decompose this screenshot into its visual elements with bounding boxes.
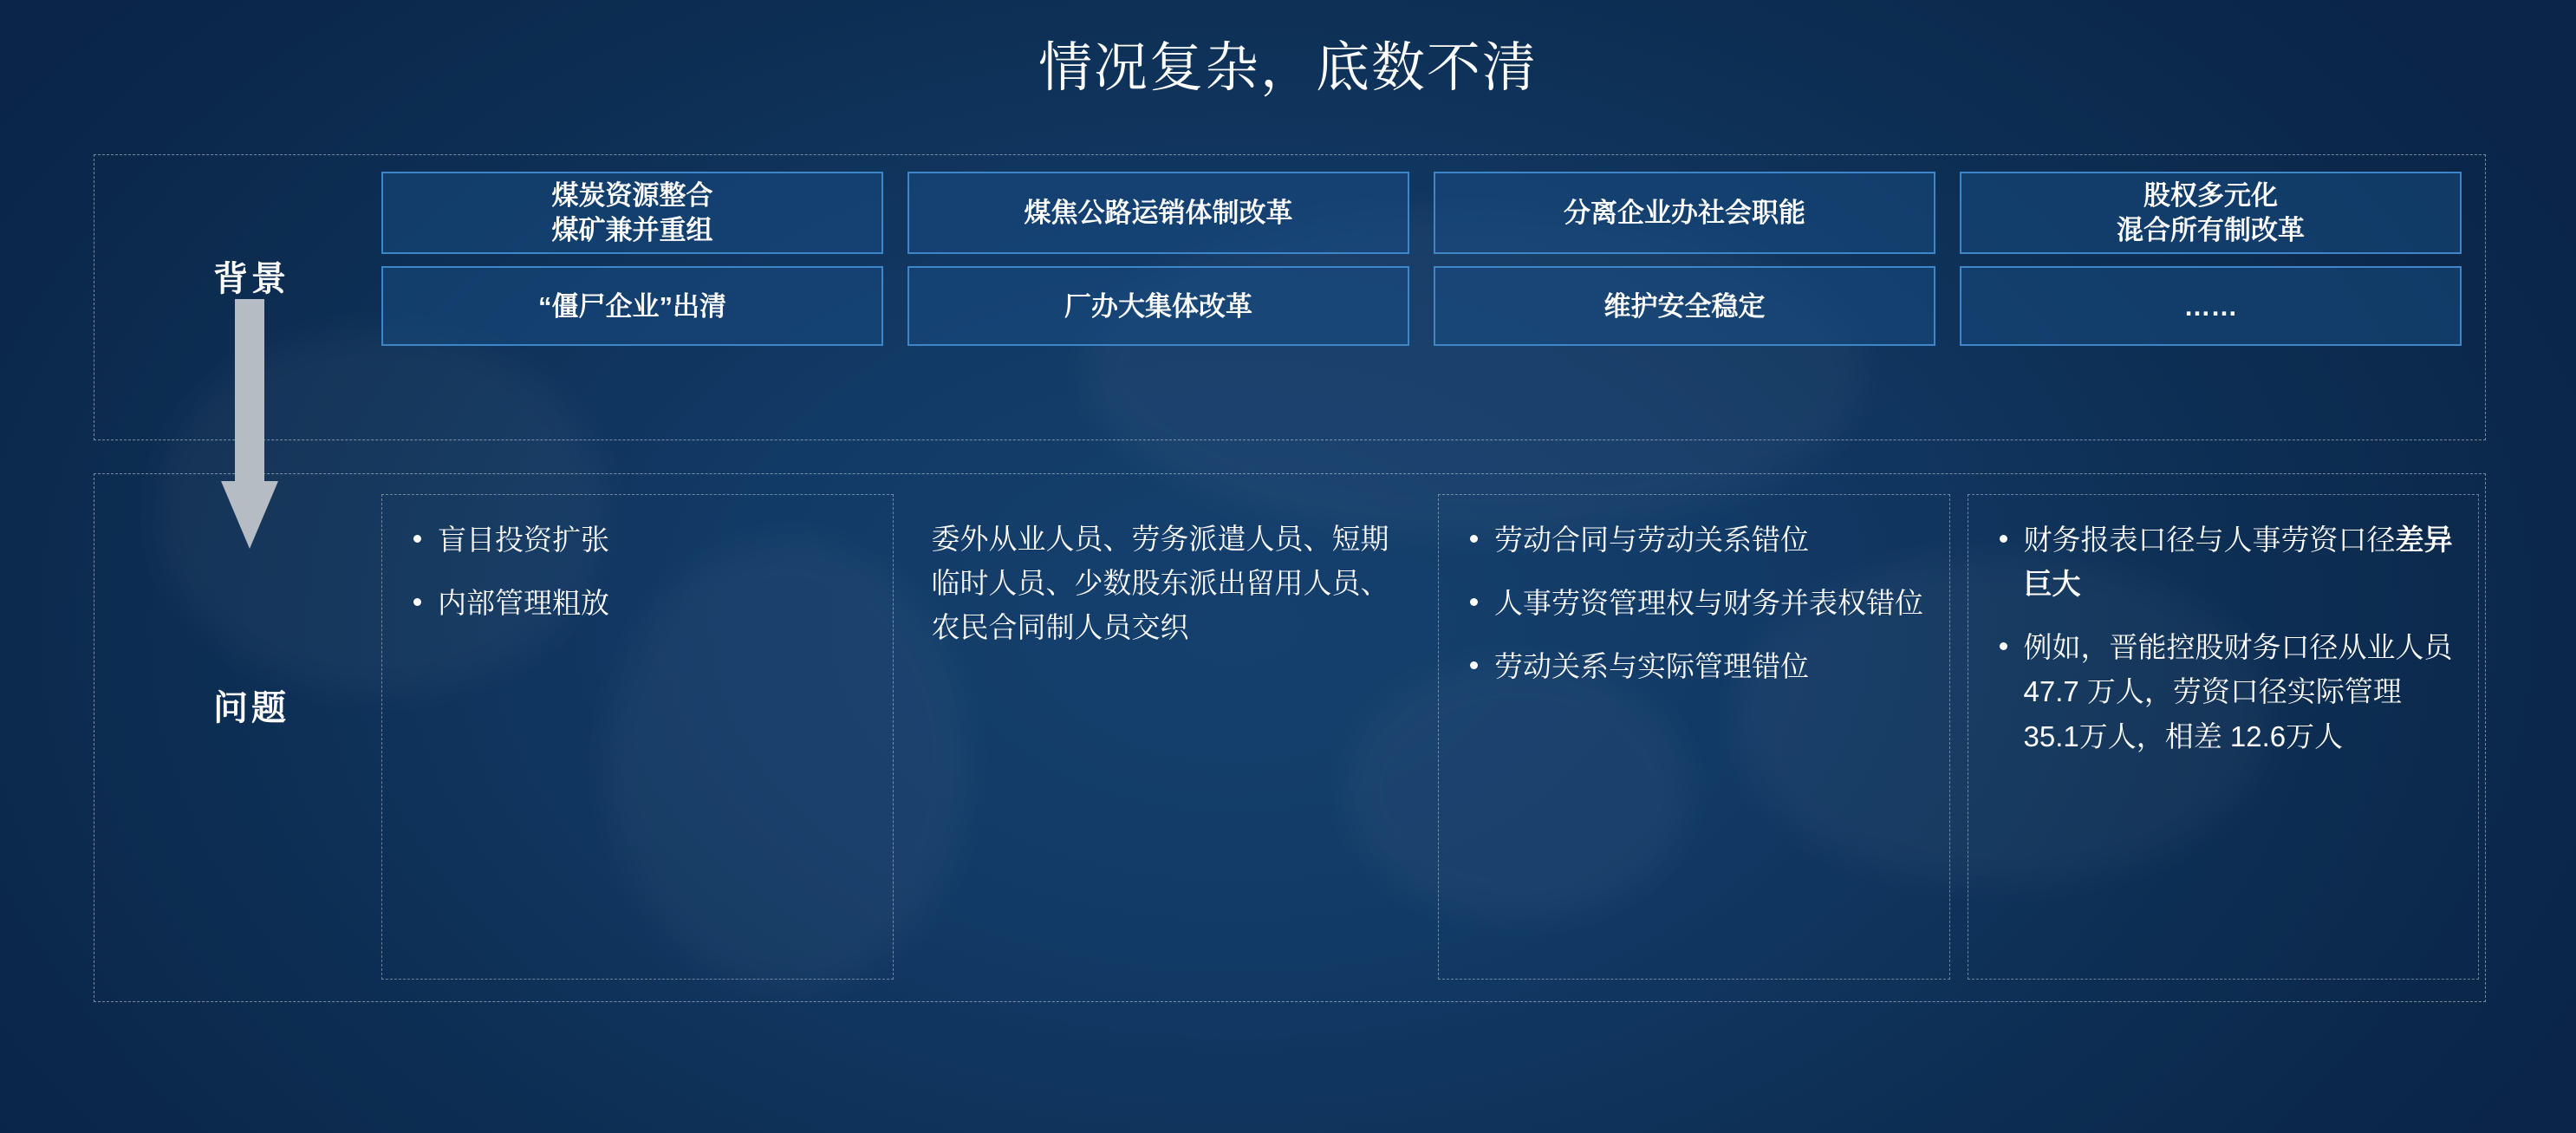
problems-section-label: 问题: [213, 689, 289, 727]
background-box: [381, 266, 883, 346]
background-box: [1960, 266, 2462, 346]
background-box-line: 维护安全稳定: [1603, 290, 1766, 322]
background-box-line: 煤矿兼并重组: [551, 214, 713, 245]
background-row: [381, 172, 2462, 254]
paragraph-text: 委外从业人员、劳务派遣人员、短期临时人员、少数股东派出留用人员、农民合同制人员交织: [931, 523, 1389, 644]
background-box-line: 分离企业办社会职能: [1564, 197, 1805, 228]
background-row: [381, 266, 2462, 346]
list-item: 劳动关系与实际管理错位: [1460, 644, 1929, 688]
background-box-line: 股权多元化: [2143, 180, 2278, 211]
list-item: [1989, 625, 2458, 758]
problems-column: [381, 494, 894, 980]
list-item: [1989, 518, 2458, 606]
problems-column: [1438, 494, 1950, 980]
background-box: [381, 172, 883, 254]
problems-column: [911, 494, 1421, 980]
background-box-line: 混合所有制改革: [2117, 214, 2305, 245]
background-box: [907, 172, 1409, 254]
background-box-line: 煤焦公路运销体制改革: [1024, 197, 1293, 228]
background-box-grid: [381, 172, 2462, 346]
background-section-label: 背景: [213, 260, 289, 298]
list-item-text: 例如，晋能控股财务口径从业人员 47.7 万人，劳资口径实际管理 35.1万人，相差 12.6万人: [2023, 631, 2453, 752]
background-box: [907, 266, 1409, 346]
problems-column-grid: [381, 494, 2479, 980]
list-item-text: 财务报表口径与人事劳资口径: [2023, 524, 2396, 556]
background-box: [1960, 172, 2462, 254]
problems-column: [1968, 494, 2480, 980]
background-box: [1434, 172, 1935, 254]
background-box-line: 厂办大集体改革: [1064, 290, 1252, 322]
list-item: 盲目投资扩张: [403, 518, 872, 562]
down-arrow-icon: [221, 299, 278, 550]
background-box-line: 煤炭资源整合: [551, 180, 713, 211]
page-title: 情况复杂，底数不清: [1038, 38, 1538, 98]
bullet-list: [1460, 518, 1929, 688]
background-box-line: ……: [2183, 290, 2238, 322]
bullet-list: [403, 518, 872, 625]
list-item: 内部管理粗放: [403, 581, 872, 625]
list-item-emphasis: 差异巨大: [2023, 524, 2453, 601]
bullet-list: [1989, 518, 2458, 759]
background-box: [1434, 266, 1935, 346]
list-item: 人事劳资管理权与财务并表权错位: [1460, 581, 1929, 625]
list-item: 劳动合同与劳动关系错位: [1460, 518, 1929, 562]
background-box-line: “僵尸企业”出清: [538, 290, 726, 322]
